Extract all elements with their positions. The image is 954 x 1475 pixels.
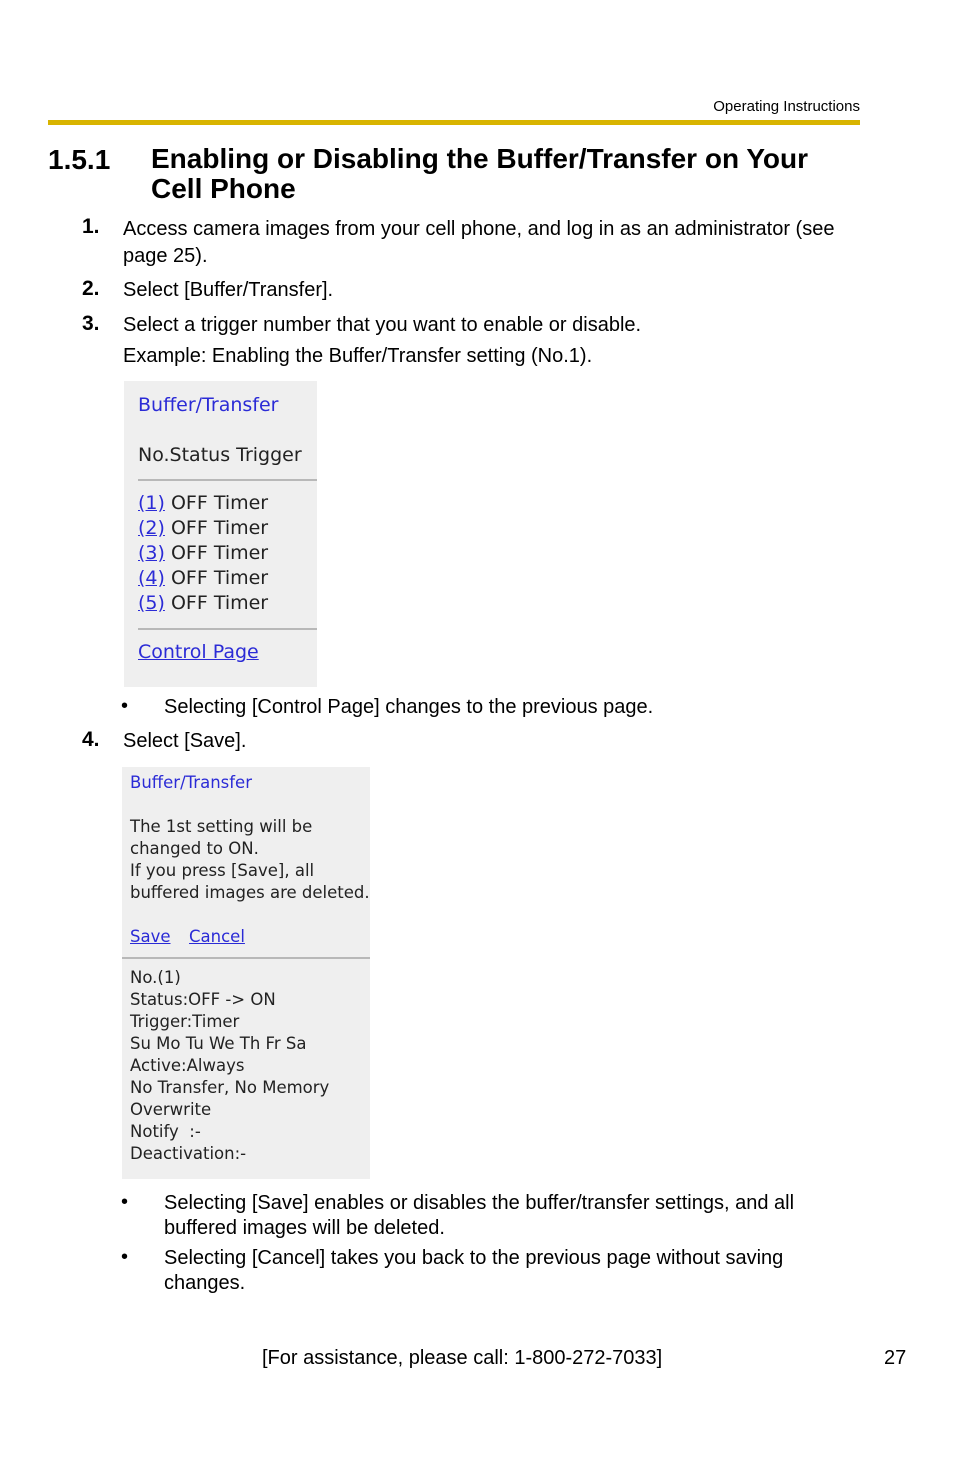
step-example-3: Example: Enabling the Buffer/Transfer setting (No.1).	[123, 345, 593, 367]
confirm-message-line: buffered images are deleted.	[130, 883, 370, 902]
screen-title: Buffer/Transfer	[130, 773, 252, 792]
trigger-link-3[interactable]: (3)	[138, 542, 165, 564]
save-link[interactable]: Save	[130, 927, 171, 946]
detail-line: Overwrite	[130, 1100, 212, 1119]
list-item	[138, 567, 268, 589]
phone-screen-buffer-list	[124, 381, 317, 687]
trigger-link-4[interactable]: (4)	[138, 567, 165, 589]
detail-line: Su Mo Tu We Th Fr Sa	[130, 1034, 307, 1053]
step-number-3: 3.	[82, 312, 100, 335]
detail-line: Deactivation:-	[130, 1144, 247, 1163]
step-text-2: Select [Buffer/Transfer].	[123, 279, 334, 301]
running-header: Operating Instructions	[713, 98, 860, 115]
confirm-message-line: If you press [Save], all	[130, 861, 315, 880]
detail-line: Status:OFF -> ON	[130, 990, 276, 1009]
trigger-link-2[interactable]: (2)	[138, 517, 165, 539]
detail-line: Trigger:Timer	[130, 1012, 240, 1031]
detail-line: Notify :-	[130, 1122, 201, 1141]
step-text-4: Select [Save].	[123, 730, 247, 752]
detail-line: No Transfer, No Memory	[130, 1078, 330, 1097]
screen-title: Buffer/Transfer	[138, 394, 279, 416]
control-page-link[interactable]: Control Page	[138, 641, 259, 663]
trigger-status: OFF Timer	[164, 492, 269, 514]
phone-screen-save-confirm	[122, 767, 370, 1179]
footer-assistance: [For assistance, please call: 1-800-272-7033]	[262, 1347, 663, 1369]
list-item	[138, 492, 268, 514]
section-title: Enabling or Disabling the Buffer/Transfer on Your Cell Phone	[151, 143, 809, 204]
step-number-2: 2.	[82, 277, 100, 300]
confirm-message-line: changed to ON.	[130, 839, 259, 858]
section-number: 1.5.1	[48, 144, 111, 175]
divider	[138, 479, 317, 481]
bullet-marker: •	[121, 1246, 129, 1268]
divider	[122, 957, 370, 959]
trigger-status: OFF Timer	[164, 592, 269, 614]
confirm-message-line: The 1st setting will be	[130, 817, 313, 836]
list-header: No.Status Trigger	[138, 444, 302, 466]
bullet-marker: •	[121, 1191, 129, 1213]
trigger-status: OFF Timer	[164, 517, 269, 539]
bullet-text: Selecting [Save] enables or disables the buffer/transfer settings, and all buffered images will be deleted.	[164, 1192, 795, 1239]
action-links	[130, 927, 245, 946]
trigger-status: OFF Timer	[164, 542, 269, 564]
header-rule	[48, 120, 860, 125]
trigger-status: OFF Timer	[164, 567, 269, 589]
list-item	[138, 517, 268, 539]
step-text-1: Access camera images from your cell phone, and log in as an administrator (see page 25).	[123, 218, 835, 267]
list-item	[138, 592, 268, 614]
bullet-text: Selecting [Cancel] takes you back to the previous page without saving changes.	[164, 1247, 784, 1294]
step-number-4: 4.	[82, 728, 100, 751]
page-number: 27	[884, 1347, 907, 1369]
divider	[138, 628, 317, 630]
detail-line: Active:Always	[130, 1056, 245, 1075]
step-number-1: 1.	[82, 215, 100, 238]
step-text-3: Select a trigger number that you want to enable or disable.	[123, 314, 642, 336]
trigger-link-1[interactable]: (1)	[138, 492, 165, 514]
bullet-text: Selecting [Control Page] changes to the previous page.	[164, 696, 654, 718]
trigger-link-5[interactable]: (5)	[138, 592, 165, 614]
list-item	[138, 542, 268, 564]
bullet-marker: •	[121, 695, 129, 717]
detail-line: No.(1)	[130, 968, 181, 987]
cancel-link[interactable]: Cancel	[189, 927, 245, 946]
